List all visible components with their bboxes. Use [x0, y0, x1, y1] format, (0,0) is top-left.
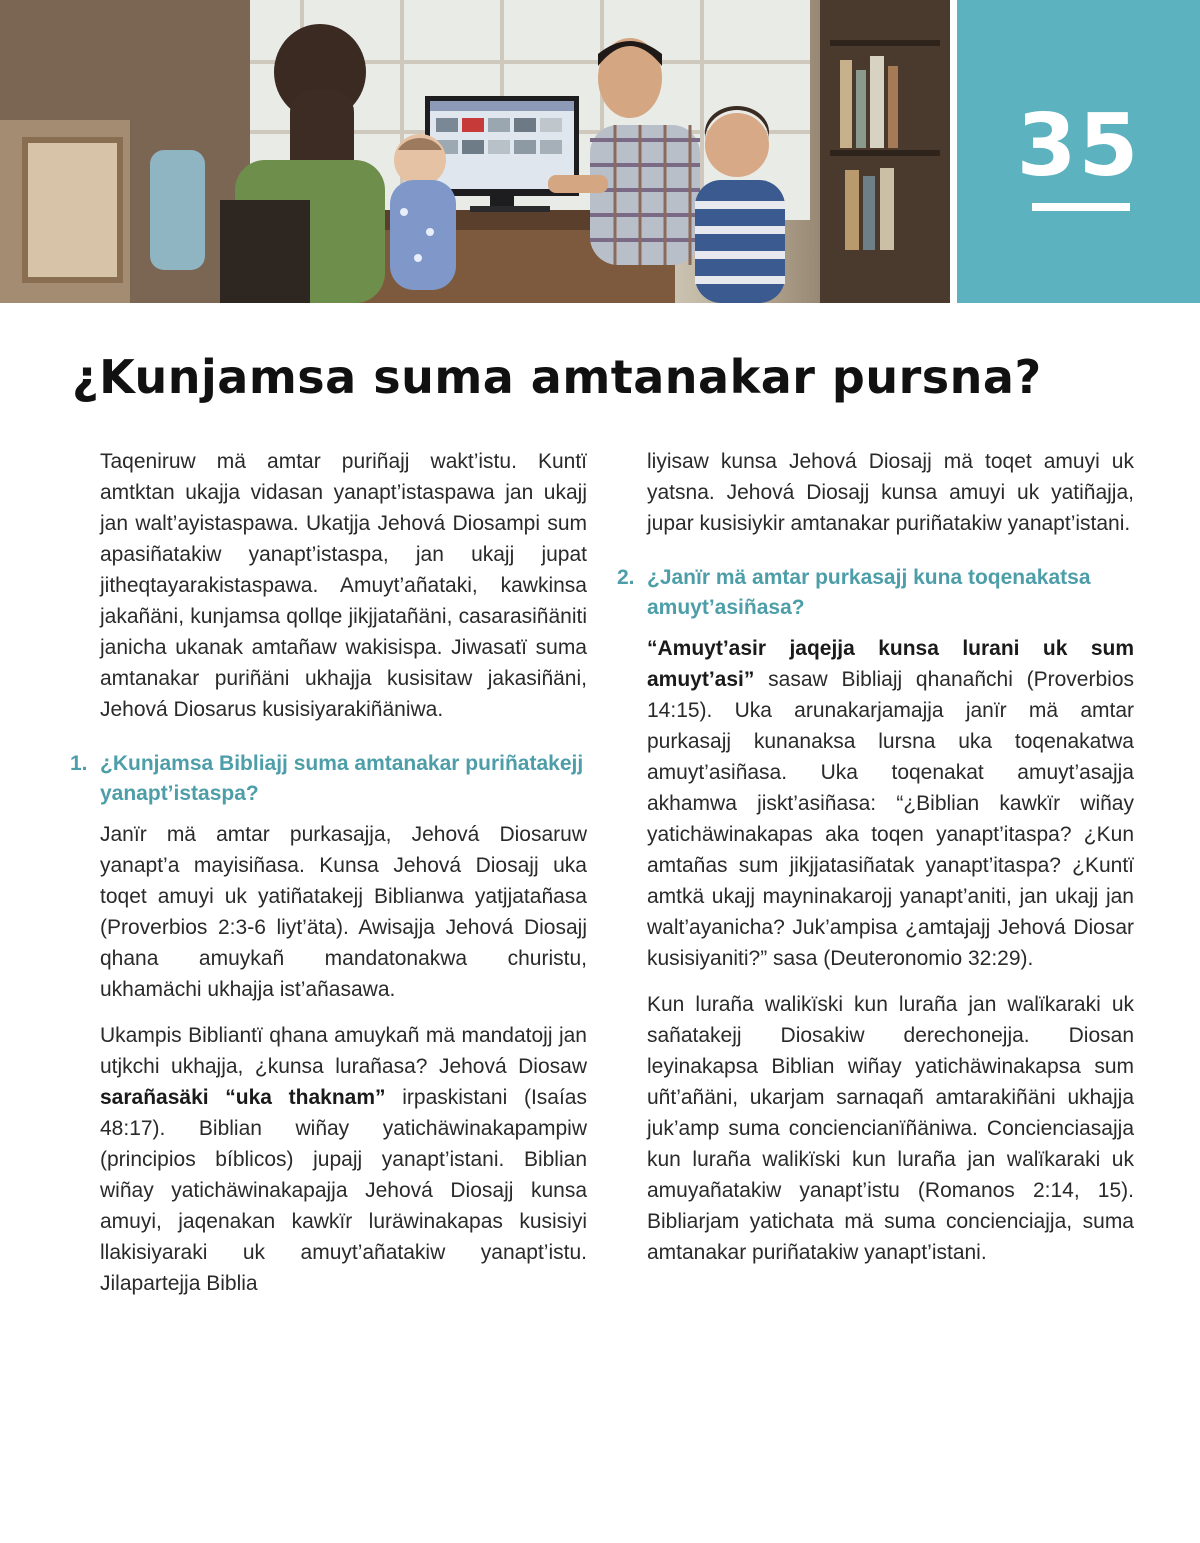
- chapter-number-box: [957, 0, 1200, 303]
- answer-1-paragraph-2-end: irpaskistani (Isaías 48:17). Biblian wiñay yatichäwinakapampiw (principios bíblicos) jupajj yanapt’istani. Biblian wiñay yatichäwinakapajja Jehová Diosajj kunsa amuyi, jaqenakan kawkïr luräwinakapas kusisiyi llakisiyaraki uk amuyt’añatakiw yanapt’istu. Jilapartejja Biblia: [100, 1086, 587, 1295]
- page-title: ¿Kunjamsa suma amtanakar pursna?: [72, 350, 1042, 404]
- answer-2-quote: “Amuyt’asir jaqejja kunsa lurani uk sum amuyt’asi”: [647, 637, 1134, 691]
- left-column: [70, 446, 587, 1314]
- answer-1-paragraph-1: Janïr mä amtar purkasajja, Jehová Diosaruw yanapt’a mayisiñasa. Kunsa Jehová Diosajj uka toqet amuyi uk yatiñatakejj Biblianwa yatjjatañasa (Proverbios 2:3-6 liyt’äta). Awisajja Jehová Diosajj qhana amuykañ mandatonakwa churistu, ukhamächi ukhajja ist’añasawa.: [100, 823, 587, 1001]
- question-1-number: 1.: [70, 752, 88, 775]
- answer-2-paragraph-1: [647, 633, 1134, 974]
- answer-1-paragraph-2: [100, 1020, 587, 1299]
- family-at-computer-illustration: [0, 0, 950, 303]
- question-1-text: ¿Kunjamsa Bibliajj suma amtanakar puriñatakejj yanapt’istaspa?: [100, 752, 584, 805]
- continued-paragraph: liyisaw kunsa Jehová Diosajj mä toqet amuyi uk yatsna. Jehová Diosajj kunsa amuyi uk yatiñajja, jupar kusisiykir amtanakar puriñatakiw yanapt’istani.: [647, 450, 1134, 535]
- question-2-text: ¿Janïr mä amtar purkasajj kuna toqenakatsa amuyt’asiñasa?: [647, 566, 1091, 619]
- answer-1-emphasis: sarañasäki “uka thaknam”: [100, 1086, 386, 1109]
- answer-2-paragraph-1-rest: sasaw Bibliajj qhanañchi (Proverbios 14:15). Uka arunakarjamajja janïr mä amtar purkasajj kunanaksa lursna uka toqenakatwa amuyt’asiñasa. Uka toqenakat amuyt’asajja akhamwa jiskt’asiñasa: “¿Biblian kawkïr wiñay yatichäwinakapas aka toqen yanapt’itaspa? ¿Kun amtañas sum jikjjatasiñatak yanapt’itaspa? ¿Kuntï amtkä ukajj mayninakarojj yanapt’aniti, jan ukajj jan walt’ayanicha? Juk’ampisa ¿amtajajj Jehová Diosar kusisiyaniti?” sasa (Deuteronomio 32:29).: [647, 668, 1134, 970]
- question-2: [617, 563, 1134, 623]
- question-1: [70, 749, 587, 809]
- answer-2-paragraph-2: Kun luraña walikïski kun luraña jan walïkaraki uk sañatakejj Diosakiw derechonejja. Diosan leyinakapsa Biblian wiñay yatichäwinakapsa sum uñt’añäni, ukarjam sarnaqañ amtarakiñäni ukhajja juk’amp suma conciencianïñäniwa. Concienciasajja kun luraña walikïski kun luraña jan walïkaraki uk amuyañatakiw yanapt’istu (Romanos 2:14, 15). Bibliarjam yatichata mä suma concienciajja, suma amtanakar puriñatakiw yanapt’istani.: [647, 993, 1134, 1264]
- chapter-underline: [1032, 203, 1130, 211]
- question-2-number: 2.: [617, 566, 635, 589]
- intro-paragraph: Taqeniruw mä amtar puriñajj wakt’istu. Kuntï amtktan ukajja vidasan yanapt’istaspawa jan ukajj jan walt’ayistaspawa. Ukatjja Jehová Diosampi sum apasiñatakiw yanapt’istaspa, jan ukajj jupat jitheqtayarakistaspawa. Amuyt’añataki, kawkinsa jakañäni, kunjamsa qollqe jikjjatañäni, casarasiñäniti janicha ukanak amtañaw wakisispa. Jiwasatï suma amtanakar puriñäni ukhajja kusisitaw jakasiñäni, Jehová Diosarus kusisiyarakiñäniwa.: [100, 450, 587, 721]
- right-column: [617, 446, 1134, 1283]
- header-photo: [0, 0, 950, 303]
- answer-1-paragraph-2-start: Ukampis Bibliantï qhana amuykañ mä mandatojj jan utjkchi ukhajja, ¿kunsa lurañasa? Jehová Diosaw: [100, 1024, 587, 1078]
- chapter-number: 35: [1016, 96, 1141, 196]
